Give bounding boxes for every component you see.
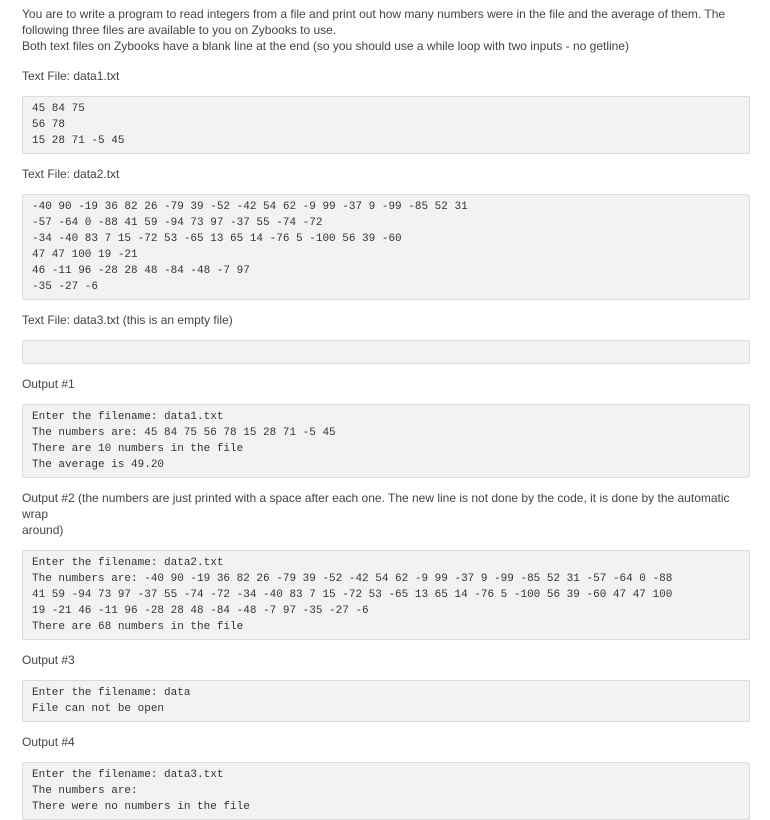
output-content-1 — [22, 404, 750, 478]
intro-text — [22, 6, 750, 54]
output-content-4 — [22, 762, 750, 820]
output-line: The numbers are: -40 90 -19 36 82 26 -79 39 -52 -42 54 62 -9 99 -37 9 -99 -85 52 31 -57 -64 0 -88 — [32, 573, 673, 585]
file-label-data1: Text File: data1.txt — [22, 69, 120, 83]
output-line: Enter the filename: data — [32, 687, 191, 699]
code-line: 15 28 71 -5 45 — [32, 135, 125, 147]
output-label-line: Output #2 (the numbers are just printed with a space after each one. The new line is not done by the code, it is done by the automatic wrap — [22, 491, 730, 521]
output-line: Enter the filename: data3.txt — [32, 769, 224, 781]
output-label-1: Output #1 — [22, 377, 75, 391]
file-label-data3: Text File: data3.txt (this is an empty file) — [22, 313, 233, 327]
intro-line: Both text files on Zybooks have a blank line at the end (so you should use a while loop with two inputs - no getline) — [22, 39, 630, 53]
code-line: -57 -64 0 -88 41 59 -94 73 97 -37 55 -74 -72 — [32, 217, 323, 229]
output-content-2 — [22, 550, 750, 640]
code-line: 46 -11 96 -28 28 48 -84 -48 -7 97 — [32, 265, 250, 277]
code-line: -40 90 -19 36 82 26 -79 39 -52 -42 54 62 -9 99 -37 9 -99 -85 52 31 — [32, 201, 468, 213]
code-line: 56 78 — [32, 119, 66, 131]
output-line: There are 68 numbers in the file — [32, 621, 244, 633]
output-line: File can not be open — [32, 703, 165, 715]
output-label-line: around) — [22, 523, 64, 537]
output-line: Enter the filename: data2.txt — [32, 557, 224, 569]
code-line: -34 -40 83 7 15 -72 53 -65 13 65 14 -76 5 -100 56 39 -60 — [32, 233, 402, 245]
output-line: The average is 49.20 — [32, 459, 165, 471]
file-content-data2 — [22, 194, 750, 300]
output-label-3: Output #3 — [22, 653, 75, 667]
output-line: The numbers are: — [32, 785, 138, 797]
output-line: 19 -21 46 -11 96 -28 28 48 -84 -48 -7 97 -35 -27 -6 — [32, 605, 369, 617]
output-label-2 — [22, 490, 750, 538]
output-line: There are 10 numbers in the file — [32, 443, 244, 455]
file-content-data1 — [22, 96, 750, 154]
output-line: 41 59 -94 73 97 -37 55 -74 -72 -34 -40 83 7 15 -72 53 -65 13 65 14 -76 5 -100 56 39 -60 47 47 100 — [32, 589, 673, 601]
output-line: Enter the filename: data1.txt — [32, 411, 224, 423]
output-label-4: Output #4 — [22, 735, 75, 749]
file-label-data2: Text File: data2.txt — [22, 167, 120, 181]
code-line: -35 -27 -6 — [32, 281, 99, 293]
output-line: There were no numbers in the file — [32, 801, 250, 813]
output-line: The numbers are: 45 84 75 56 78 15 28 71 -5 45 — [32, 427, 336, 439]
code-line: 47 47 100 19 -21 — [32, 249, 138, 261]
output-content-3 — [22, 680, 750, 722]
intro-line: You are to write a program to read integers from a file and print out how many numbers were in the file and the average of them. The — [22, 7, 726, 21]
file-content-data3 — [22, 340, 750, 364]
code-line: 45 84 75 — [32, 103, 85, 115]
intro-line: following three files are available to you on Zybooks to use. — [22, 23, 337, 37]
